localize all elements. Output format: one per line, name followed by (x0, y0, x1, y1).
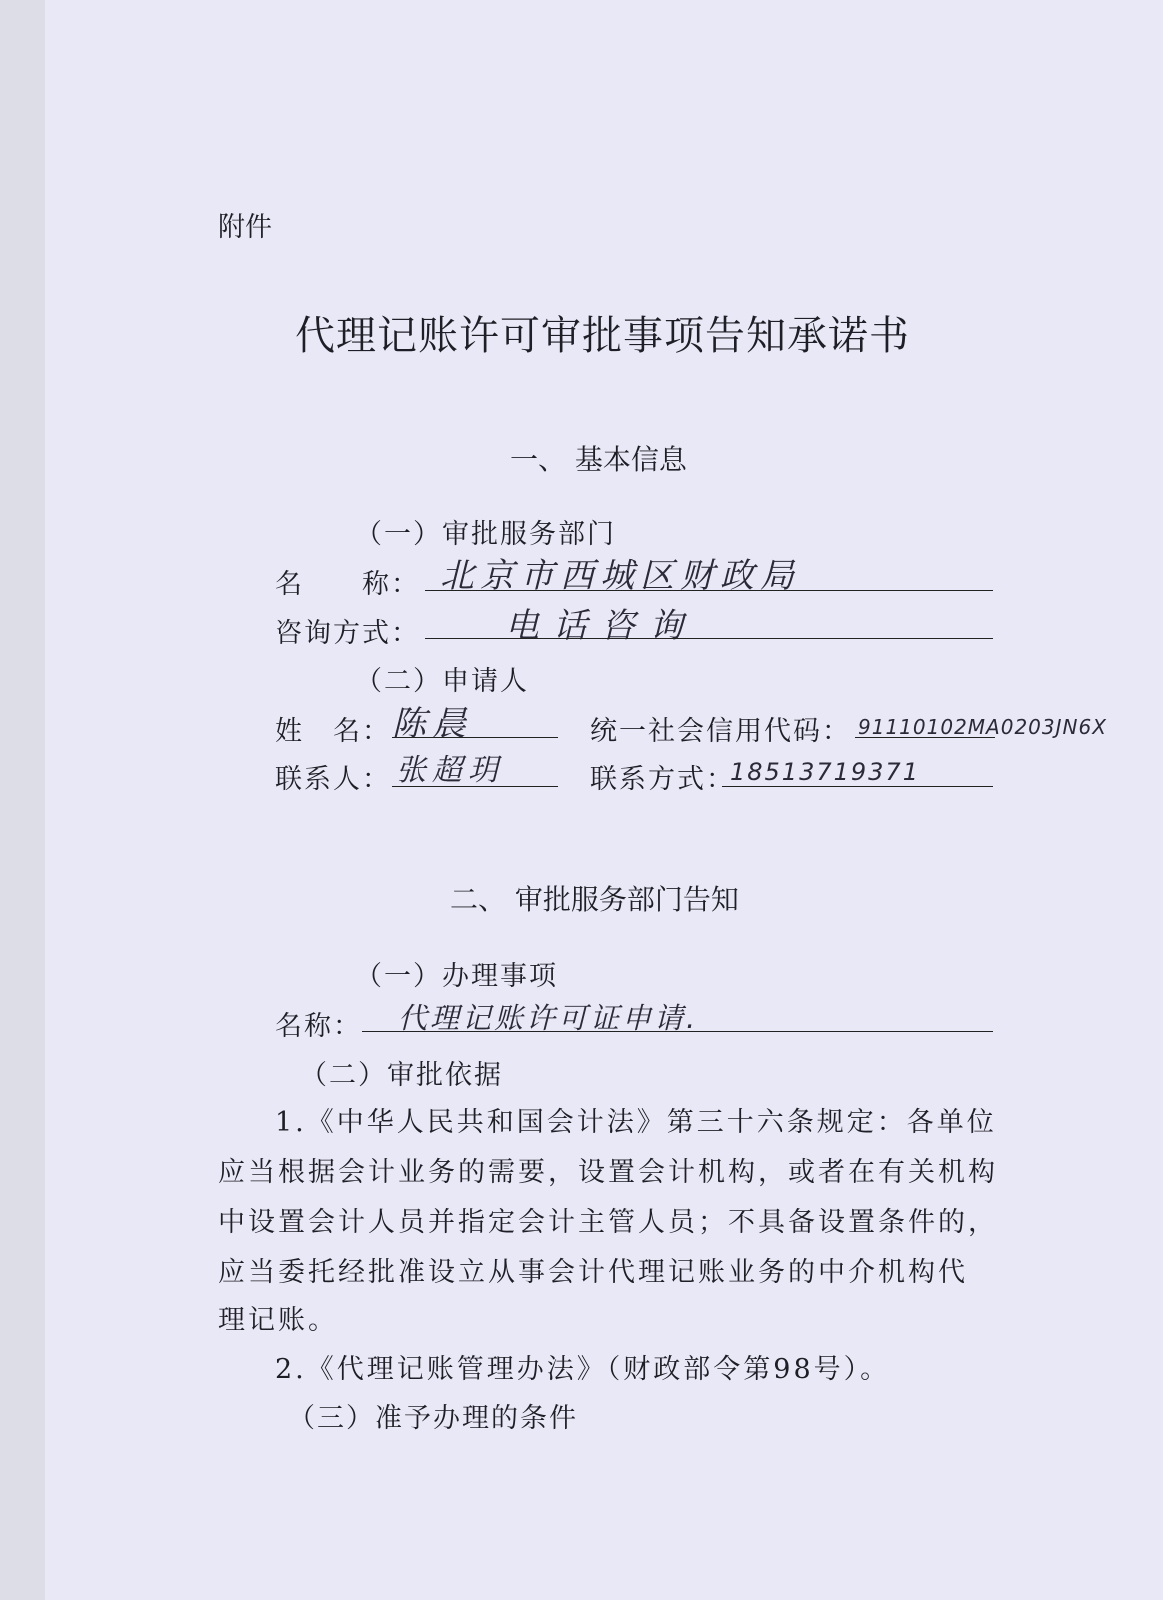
phone-underline (722, 786, 993, 787)
consult-label: 咨询方式： (275, 618, 420, 649)
contact-label: 联系人： (275, 764, 391, 795)
item-name-label: 名称： (275, 1011, 362, 1042)
dept-name-value: 北京市西城区财政局 (440, 556, 800, 596)
section1-sub2: （二）申请人 (355, 666, 529, 697)
credit-code-underline (855, 737, 995, 738)
section2-sub3: （三）准予办理的条件 (288, 1403, 578, 1434)
applicant-label: 姓 名： (275, 716, 391, 747)
section2-heading: 二、 审批服务部门告知 (450, 883, 739, 916)
dept-name-label: 名 称： (275, 569, 420, 600)
document-title: 代理记账许可审批事项告知承诺书 (295, 313, 910, 359)
credit-code-label: 统一社会信用代码： (590, 716, 851, 747)
consult-value: 电话咨询 (505, 606, 697, 646)
item-name-value: 代理记账许可证申请. (398, 1001, 699, 1035)
basis2: 2.《代理记账管理办法》（财政部令第98号）。 (275, 1354, 891, 1385)
phone-label: 联系方式： (590, 764, 735, 795)
basis1-line2: 应当根据会计业务的需要，设置会计机构，或者在有关机构 (218, 1157, 998, 1188)
contact-value: 张超玥 (396, 753, 504, 788)
section2-sub2: （二）审批依据 (300, 1060, 503, 1091)
basis1-line3: 中设置会计人员并指定会计主管人员；不具备设置条件的， (218, 1207, 998, 1238)
applicant-value: 陈晨 (392, 704, 472, 744)
basis1-line5: 理记账。 (218, 1305, 338, 1336)
basis1-line1: 1.《中华人民共和国会计法》第三十六条规定：各单位 (275, 1107, 997, 1138)
credit-code-value: 91110102MA0203JN6X (858, 715, 1107, 739)
applicant-underline (392, 737, 558, 738)
attachment-label: 附件 (218, 212, 272, 243)
phone-value: 18513719371 (730, 758, 920, 786)
consult-underline (425, 638, 993, 639)
section1-sub1: （一）审批服务部门 (355, 519, 616, 550)
section1-heading: 一、 基本信息 (510, 443, 687, 476)
basis1-line4: 应当委托经批准设立从事会计代理记账业务的中介机构代 (218, 1257, 968, 1288)
dept-name-underline (425, 590, 993, 591)
section2-sub1: （一）办理事项 (355, 961, 558, 992)
contact-underline (392, 786, 558, 787)
item-name-underline (362, 1031, 993, 1032)
